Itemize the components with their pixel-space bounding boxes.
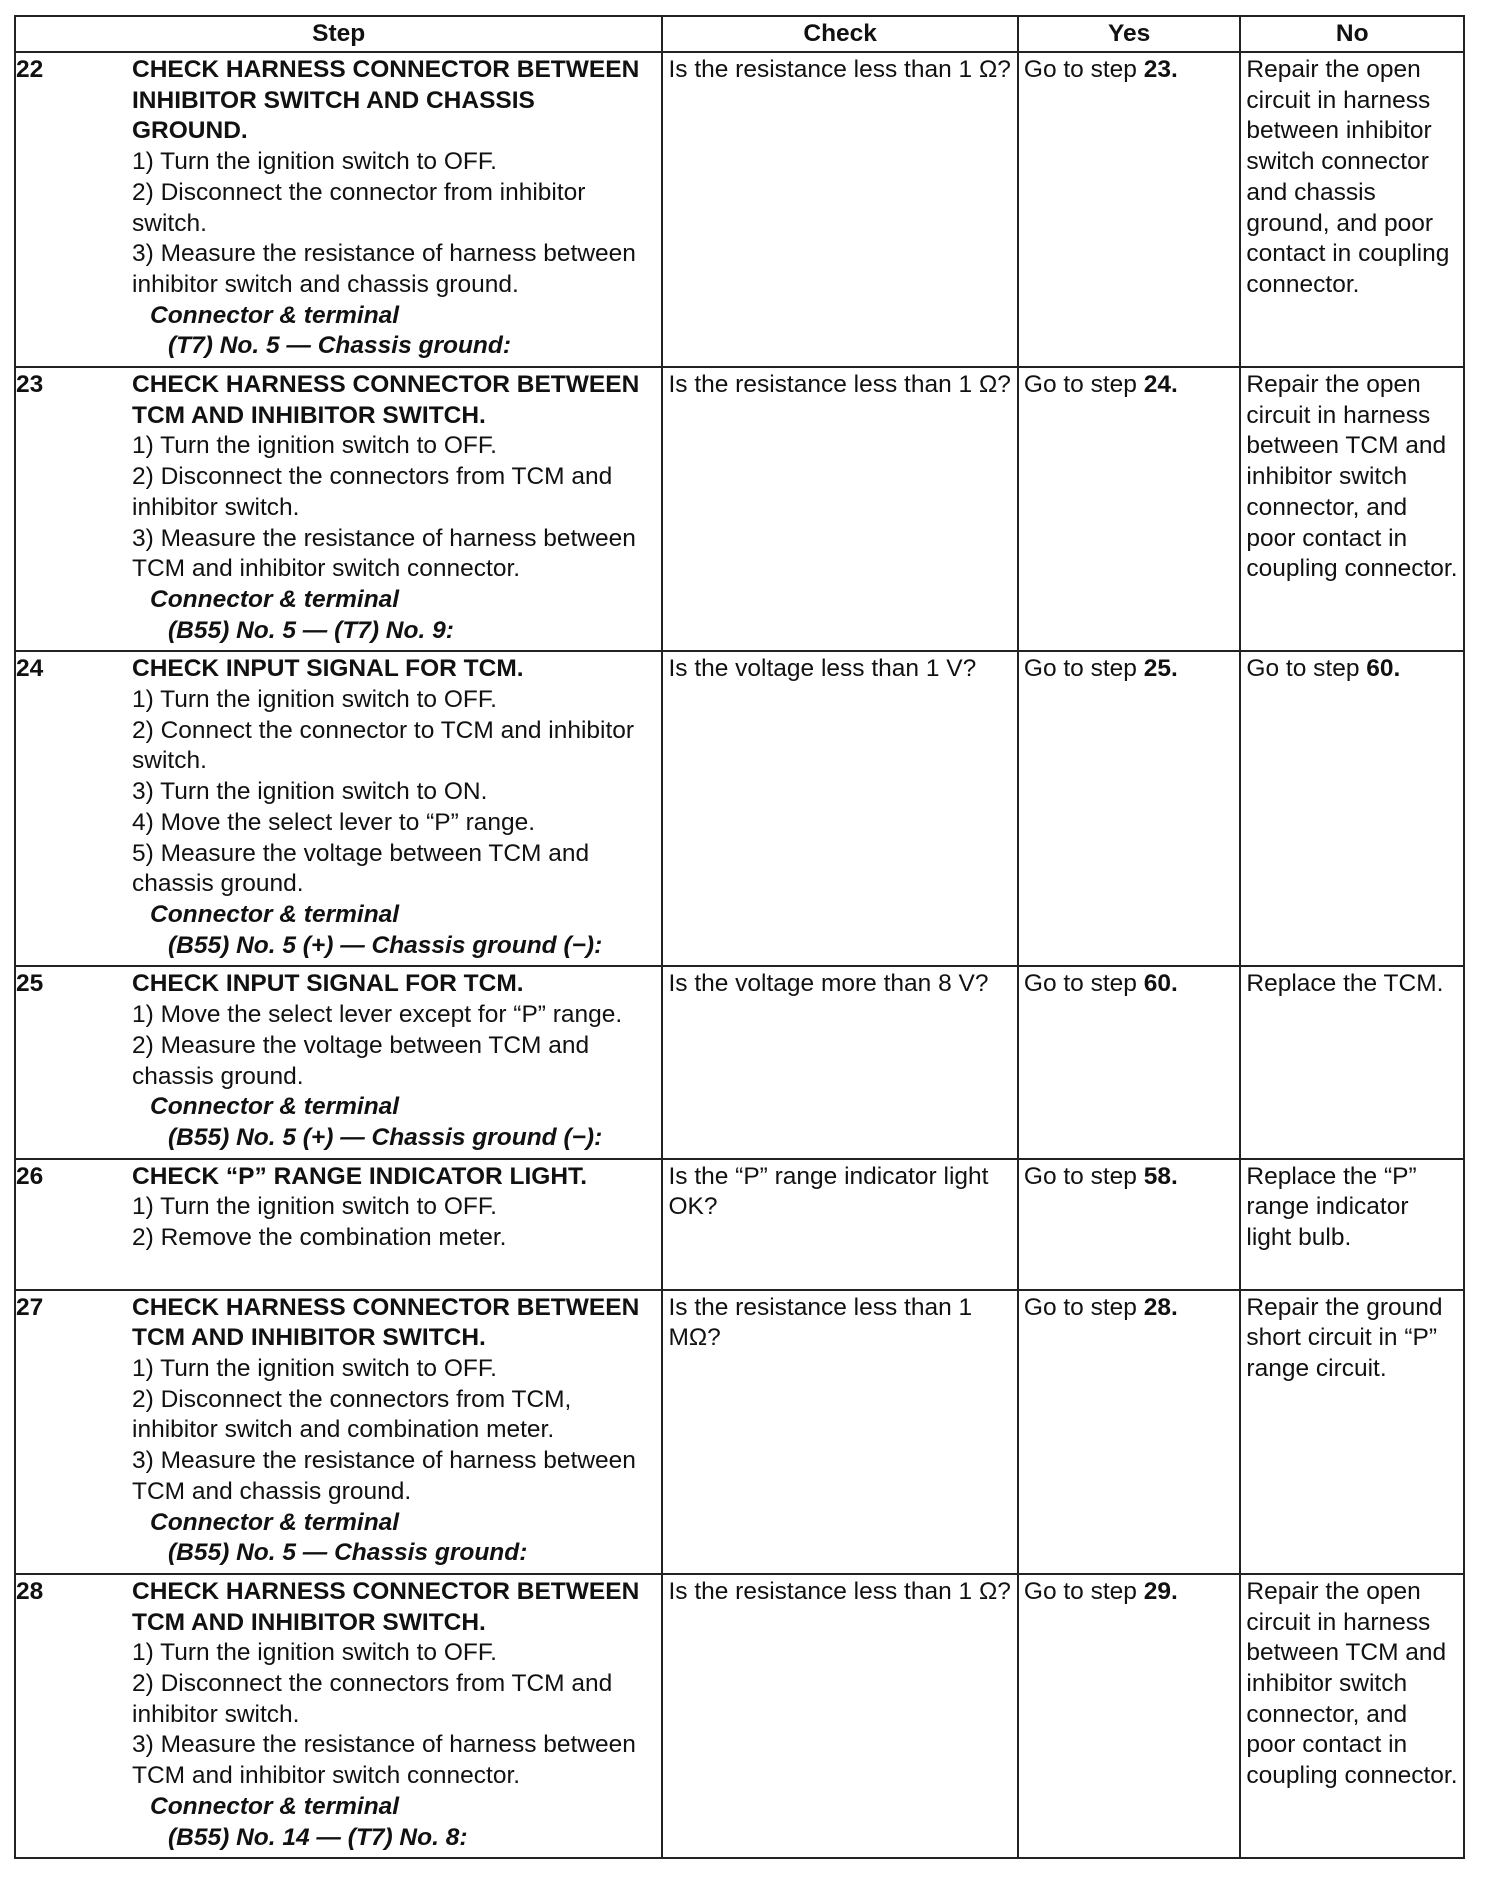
step-content	[16, 370, 656, 646]
header-yes: Yes	[1018, 16, 1241, 52]
procedure-step: 1) Turn the ignition switch to OFF.	[132, 1639, 497, 1667]
yes-step-number: 23.	[1143, 56, 1178, 83]
step-content	[16, 1293, 656, 1569]
table-header-row	[15, 16, 1464, 52]
step-title: CHECK HARNESS CONNECTOR BETWEEN TCM AND INHIBITOR SWITCH.	[132, 1577, 640, 1636]
step-title: CHECK INPUT SIGNAL FOR TCM.	[132, 970, 524, 998]
yes-prefix: Go to step	[1023, 655, 1144, 683]
connector-label: Connector & terminal	[150, 1093, 400, 1121]
step-body	[132, 969, 656, 1153]
procedure-step: 4) Move the select lever to “P” range.	[132, 808, 536, 836]
procedure-step: 2) Disconnect the connectors from TCM and inhibitor switch.	[132, 1670, 613, 1728]
connector-label: Connector & terminal	[150, 301, 400, 329]
procedure-step: 1) Turn the ignition switch to OFF.	[132, 1355, 497, 1383]
no-prefix: Go to step	[1246, 655, 1367, 683]
step-body	[132, 654, 656, 961]
step-number: 26	[16, 1162, 44, 1190]
yes-cell	[1018, 52, 1241, 367]
step-cell	[15, 1159, 662, 1290]
diagnostic-table	[14, 15, 1465, 1859]
procedure-step: 5) Measure the voltage between TCM and chassis ground.	[132, 839, 590, 898]
table-row	[15, 1159, 1464, 1290]
yes-step-number: 25.	[1143, 655, 1178, 683]
yes-cell	[1018, 966, 1241, 1158]
connector-terminal: (B55) No. 5 (+) — Chassis ground (−):	[168, 1123, 603, 1151]
yes-prefix: Go to step	[1023, 1293, 1144, 1321]
step-content	[16, 1577, 656, 1853]
procedure-step: 2) Disconnect the connectors from TCM, inhibitor switch and combination meter.	[132, 1385, 572, 1444]
yes-cell	[1018, 1290, 1241, 1574]
no-cell: Repair the open circuit in harness between inhibitor switch connector and chassis ground, and poor contact in coupling connector.	[1240, 52, 1464, 367]
table-row	[15, 651, 1464, 966]
connector-terminal: (B55) No. 5 (+) — Chassis ground (−):	[168, 931, 603, 959]
yes-cell	[1018, 1159, 1241, 1290]
procedure-step: 2) Measure the voltage between TCM and chassis ground.	[132, 1031, 590, 1090]
no-cell: Repair the open circuit in harness between TCM and inhibitor switch connector, and poor contact in coupling connector.	[1240, 1574, 1464, 1858]
no-cell: Repair the open circuit in harness between TCM and inhibitor switch connector, and poor contact in coupling connector.	[1240, 367, 1464, 651]
header-step: Step	[15, 16, 662, 52]
step-content	[16, 654, 656, 961]
connector-terminal: (B55) No. 14 — (T7) No. 8:	[168, 1823, 468, 1851]
procedure-step: 2) Connect the connector to TCM and inhibitor switch.	[132, 716, 635, 775]
step-number: 24	[16, 655, 44, 683]
table-row	[15, 1290, 1464, 1574]
connector-label: Connector & terminal	[150, 1792, 400, 1820]
yes-cell	[1018, 1574, 1241, 1858]
no-cell: Replace the TCM.	[1240, 966, 1464, 1158]
step-number: 28	[16, 1577, 44, 1605]
yes-prefix: Go to step	[1023, 371, 1144, 399]
step-cell	[15, 1574, 662, 1858]
header-check: Check	[662, 16, 1017, 52]
yes-prefix: Go to step	[1023, 970, 1144, 998]
check-cell: Is the voltage more than 8 V?	[662, 966, 1017, 1158]
yes-cell	[1018, 651, 1241, 966]
step-cell	[15, 966, 662, 1158]
procedure-step: 1) Turn the ignition switch to OFF.	[132, 148, 497, 176]
step-content	[16, 969, 656, 1153]
table-row	[15, 1574, 1464, 1858]
yes-step-number: 28.	[1143, 1293, 1178, 1321]
procedure-step: 1) Turn the ignition switch to OFF.	[132, 686, 497, 714]
step-body	[132, 1577, 656, 1853]
step-title: CHECK HARNESS CONNECTOR BETWEEN INHIBITOR SWITCH AND CHASSIS GROUND.	[132, 56, 640, 145]
yes-cell	[1018, 367, 1241, 651]
step-title: CHECK HARNESS CONNECTOR BETWEEN TCM AND INHIBITOR SWITCH.	[132, 1293, 640, 1352]
yes-step-number: 58.	[1143, 1162, 1178, 1190]
procedure-step: 1) Turn the ignition switch to OFF.	[132, 1193, 497, 1221]
connector-label: Connector & terminal	[150, 900, 400, 928]
procedure-step: 1) Turn the ignition switch to OFF.	[132, 432, 497, 460]
yes-prefix: Go to step	[1023, 1577, 1144, 1605]
yes-step-number: 24.	[1143, 371, 1178, 399]
table-row	[15, 966, 1464, 1158]
procedure-step: 1) Move the select lever except for “P” range.	[132, 1001, 623, 1029]
step-content	[16, 55, 656, 362]
procedure-step: 3) Measure the resistance of harness between TCM and inhibitor switch connector.	[132, 1731, 636, 1790]
step-content	[16, 1162, 656, 1254]
connector-terminal: (B55) No. 5 — Chassis ground:	[168, 1539, 528, 1567]
check-cell: Is the resistance less than 1 Ω?	[662, 52, 1017, 367]
procedure-step: 3) Measure the resistance of harness between TCM and chassis ground.	[132, 1447, 636, 1505]
check-cell: Is the “P” range indicator light OK?	[662, 1159, 1017, 1290]
step-cell	[15, 367, 662, 651]
yes-prefix: Go to step	[1023, 56, 1144, 83]
connector-terminal: (T7) No. 5 — Chassis ground:	[168, 332, 512, 360]
step-cell	[15, 52, 662, 367]
step-body	[132, 370, 656, 646]
step-title: CHECK “P” RANGE INDICATOR LIGHT.	[132, 1162, 588, 1190]
table-body	[15, 52, 1464, 1858]
step-title: CHECK INPUT SIGNAL FOR TCM.	[132, 655, 524, 683]
step-number: 25	[16, 970, 44, 998]
table-row	[15, 367, 1464, 651]
procedure-step: 3) Turn the ignition switch to ON.	[132, 778, 488, 806]
step-cell	[15, 1290, 662, 1574]
no-cell	[1240, 651, 1464, 966]
check-cell: Is the voltage less than 1 V?	[662, 651, 1017, 966]
check-cell: Is the resistance less than 1 Ω?	[662, 1574, 1017, 1858]
procedure-step: 2) Remove the combination meter.	[132, 1224, 507, 1252]
yes-step-number: 29.	[1143, 1577, 1178, 1605]
step-number: 27	[16, 1293, 44, 1321]
procedure-step: 3) Measure the resistance of harness between TCM and inhibitor switch connector.	[132, 524, 636, 583]
header-no: No	[1240, 16, 1464, 52]
no-step-number: 60.	[1366, 655, 1401, 683]
procedure-step: 2) Disconnect the connectors from TCM and inhibitor switch.	[132, 463, 613, 521]
no-cell: Repair the ground short circuit in “P” range circuit.	[1240, 1290, 1464, 1574]
connector-label: Connector & terminal	[150, 1508, 400, 1536]
step-number: 23	[16, 371, 44, 399]
no-cell: Replace the “P” range indicator light bulb.	[1240, 1159, 1464, 1290]
step-body	[132, 1162, 656, 1254]
check-cell: Is the resistance less than 1 Ω?	[662, 367, 1017, 651]
procedure-step: 2) Disconnect the connector from inhibitor switch.	[132, 178, 586, 237]
step-body	[132, 55, 656, 362]
yes-step-number: 60.	[1143, 970, 1178, 998]
connector-label: Connector & terminal	[150, 585, 400, 613]
connector-terminal: (B55) No. 5 — (T7) No. 9:	[168, 616, 454, 644]
check-cell: Is the resistance less than 1 MΩ?	[662, 1290, 1017, 1574]
step-cell	[15, 651, 662, 966]
table-row	[15, 52, 1464, 367]
procedure-step: 3) Measure the resistance of harness between inhibitor switch and chassis ground.	[132, 240, 636, 298]
step-title: CHECK HARNESS CONNECTOR BETWEEN TCM AND INHIBITOR SWITCH.	[132, 371, 640, 429]
yes-prefix: Go to step	[1023, 1162, 1144, 1190]
step-number: 22	[16, 56, 44, 83]
step-body	[132, 1293, 656, 1569]
